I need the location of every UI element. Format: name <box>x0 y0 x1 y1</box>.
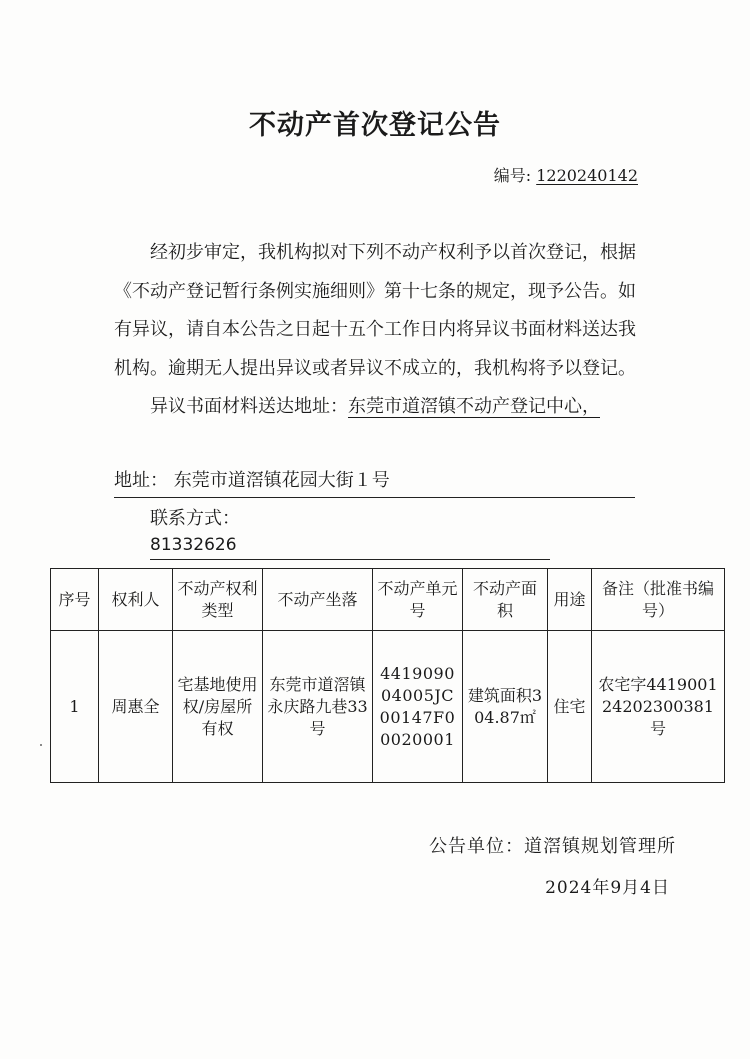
header-right-type: 不动产权利类型 <box>173 569 263 631</box>
publisher <box>429 832 676 858</box>
doc-number-value: 1220240142 <box>536 166 638 185</box>
cell-remark: 农宅字441900124202300381号 <box>592 631 725 783</box>
cell-area: 建筑面积304.87㎡ <box>463 631 548 783</box>
contact-value: 81332626 <box>150 532 550 560</box>
cell-owner: 周惠全 <box>99 631 173 783</box>
contact-label: 联系方式： <box>150 508 240 529</box>
doc-number-label: 编号: <box>493 166 532 185</box>
publisher-name: 道滘镇规划管理所 <box>524 836 676 857</box>
header-usage: 用途 <box>548 569 592 631</box>
header-location: 不动产坐落 <box>263 569 373 631</box>
page-title: 不动产首次登记公告 <box>249 110 501 141</box>
table-header-row <box>51 569 725 631</box>
contact-line <box>150 506 635 560</box>
delivery-org: 东莞市道滘镇不动产登记中心， <box>348 396 600 418</box>
doc-number <box>494 163 638 186</box>
cell-index: 1 <box>51 631 99 783</box>
header-owner: 权利人 <box>99 569 173 631</box>
cell-right-type: 宅基地使用权/房屋所有权 <box>173 631 263 783</box>
address-value: 东莞市道滘镇花园大街１号 <box>173 470 390 491</box>
publisher-label: 公告单位： <box>429 836 524 857</box>
delivery-label: 异议书面材料送达地址： <box>150 396 348 418</box>
body-paragraph: 经初步审定，我机构拟对下列不动产权利予以首次登记，根据《不动产登记暂行条例实施细则》第十七条的规定，现予公告。如有异议，请自本公告之日起十五个工作日内将异议书面材料送达我机构。逾期无人提出异议或者异议不成立的，我机构将予以登记。 <box>114 242 636 379</box>
scan-speck <box>40 744 42 746</box>
address-line <box>114 468 635 498</box>
publish-date: 2024年9月4日 <box>545 878 670 898</box>
cell-unit-no: 441909004005JC00147F00020001 <box>373 631 463 783</box>
cell-location: 东莞市道滘镇永庆路九巷33号 <box>263 631 373 783</box>
announcement-body <box>114 234 639 427</box>
header-area: 不动产面积 <box>463 569 548 631</box>
header-unit-no: 不动产单元号 <box>373 569 463 631</box>
cell-usage: 住宅 <box>548 631 592 783</box>
delivery-address-line <box>114 388 639 427</box>
registration-table <box>50 568 725 783</box>
address-label: 地址： <box>114 470 168 491</box>
table-row <box>51 631 725 783</box>
header-remark: 备注（批准书编号） <box>592 569 725 631</box>
header-index: 序号 <box>51 569 99 631</box>
